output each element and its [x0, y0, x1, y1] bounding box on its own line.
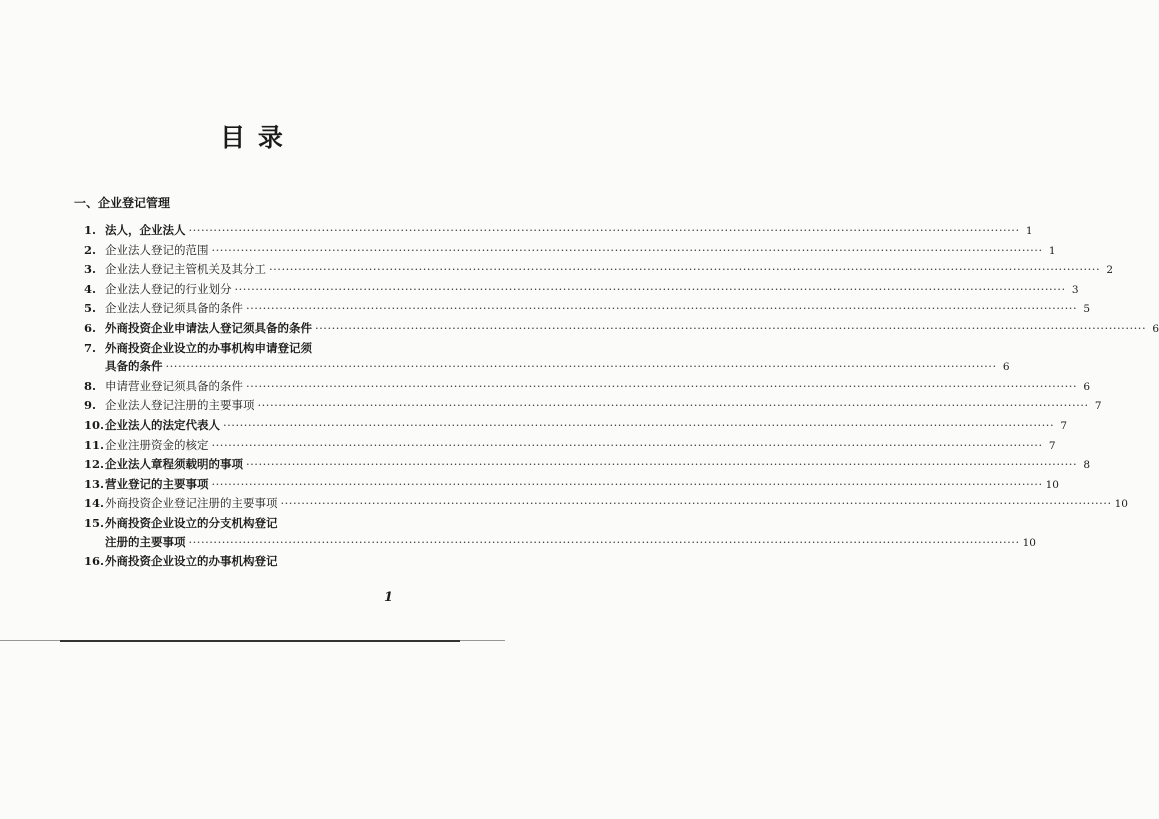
toc-entry-number: 12.: [84, 457, 105, 472]
toc-entry: [84, 455, 1091, 475]
toc-entry-number: 15.: [84, 515, 105, 530]
toc-entry-number: 5.: [84, 301, 97, 316]
toc-entry-page: 5: [1083, 303, 1091, 316]
dot-leader: ········································································································································································································: [165, 359, 997, 374]
toc-entry-page: 7: [1048, 439, 1056, 452]
toc-entry-title: 企业法人章程须载明的事项: [105, 457, 243, 472]
dot-leader: ········································································································································································································: [315, 320, 1147, 335]
toc-entry-page: 1: [1048, 244, 1056, 257]
dot-leader: ········································································································································································································: [246, 457, 1078, 472]
toc-entry-page: 6: [1083, 380, 1091, 393]
toc-entry: [84, 514, 1036, 552]
toc-entry-number: 2.: [84, 242, 97, 257]
toc-entry-title: 外商投资企业设立的办事机构申请登记须: [105, 340, 312, 355]
dot-leader: ········································································································································································································: [223, 417, 1055, 432]
toc-entry-title: 外商投资企业设立的分支机构登记: [105, 515, 278, 530]
toc-entry-number: 9.: [84, 398, 97, 413]
toc-entry-title: 企业法人登记注册的主要事项: [105, 398, 255, 413]
toc-entry: [84, 377, 1091, 397]
toc-entry: [84, 339, 1010, 377]
toc-entry-page: 8: [1083, 459, 1091, 472]
toc-entry-number: 7.: [84, 340, 97, 355]
toc-entry: [84, 241, 1056, 261]
toc-entry-page: 7: [1060, 419, 1068, 432]
toc-entry-number: 10.: [84, 417, 105, 432]
toc-entry-number: 11.: [84, 437, 105, 452]
toc-entry-title: 企业法人登记主管机关及其分工: [105, 262, 266, 277]
dot-leader: ········································································································································································································: [280, 496, 1112, 511]
dot-leader: ········································································································································································································: [234, 281, 1066, 296]
toc-entry-number: 8.: [84, 378, 97, 393]
table-of-contents: [84, 221, 1159, 571]
toc-entry-title: 申请营业登记须具备的条件: [105, 378, 243, 393]
toc-entry: [84, 319, 1159, 339]
dot-leader: ········································································································································································································: [211, 437, 1043, 452]
dot-leader: ········································································································································································································: [246, 378, 1078, 393]
toc-entry: [84, 416, 1068, 436]
toc-entry-page: 7: [1094, 400, 1102, 413]
toc-entry-number: 3.: [84, 262, 97, 277]
toc-entry-title: 企业法人登记的行业划分: [105, 281, 232, 296]
toc-entry-title: 企业法人的法定代表人: [105, 417, 220, 432]
dot-leader: ········································································································································································································: [188, 223, 1020, 237]
toc-entry-number: 16.: [84, 554, 105, 569]
toc-entry-title: 法人，企业法人: [105, 223, 186, 237]
toc-entry: [84, 494, 1128, 514]
toc-entry-number: 13.: [84, 476, 105, 491]
toc-entry-page: 10: [1114, 498, 1128, 511]
dot-leader: ········································································································································································································: [246, 301, 1078, 316]
page-number: 1: [383, 590, 393, 605]
dot-leader: ········································································································································································································: [269, 262, 1101, 277]
dot-leader: ········································································································································································································: [257, 398, 1089, 413]
toc-entry-title: 外商投资企业登记注册的主要事项: [105, 496, 278, 511]
toc-entry-title: 外商投资企业申请法人登记须具备的条件: [105, 320, 312, 335]
toc-entry-number: 1.: [84, 223, 97, 237]
section-heading: 一、企业登记管理: [74, 196, 171, 210]
toc-entry: [84, 475, 1059, 495]
dot-leader: ········································································································································································································: [211, 242, 1043, 257]
toc-entry: [84, 280, 1079, 300]
toc-entry: [84, 221, 1033, 241]
toc-entry: [84, 552, 414, 571]
toc-entry-page: 10: [1045, 478, 1059, 491]
toc-entry-page: 6: [1002, 361, 1010, 374]
toc-entry: [84, 260, 1114, 280]
toc-entry-title: 企业法人登记须具备的条件: [105, 301, 243, 316]
page-edge-rule-thick: [60, 640, 460, 642]
toc-entry-number: 6.: [84, 320, 97, 335]
toc-entry-page: 6: [1152, 322, 1159, 335]
toc-entry-page: 10: [1022, 536, 1036, 549]
page-title: 目 录: [220, 123, 285, 152]
toc-entry-title: 外商投资企业设立的办事机构登记: [105, 554, 278, 569]
dot-leader: ········································································································································································································: [188, 534, 1020, 549]
toc-entry-page: 2: [1106, 264, 1114, 277]
toc-entry-title: 企业注册资金的核定: [105, 437, 209, 452]
toc-entry-title: 营业登记的主要事项: [105, 476, 209, 491]
toc-entry: [84, 299, 1091, 319]
toc-entry-title-continued: 注册的主要事项: [105, 534, 186, 549]
toc-entry: [84, 396, 1102, 416]
toc-entry-title: 企业法人登记的范围: [105, 242, 209, 257]
toc-entry-page: 3: [1071, 283, 1079, 296]
toc-entry-number: 14.: [84, 496, 105, 511]
toc-entry-number: 4.: [84, 281, 97, 296]
toc-entry-page: 1: [1025, 225, 1033, 237]
toc-entry: [84, 436, 1056, 456]
toc-entry-title-continued: 具备的条件: [105, 359, 163, 374]
dot-leader: ········································································································································································································: [211, 476, 1043, 491]
